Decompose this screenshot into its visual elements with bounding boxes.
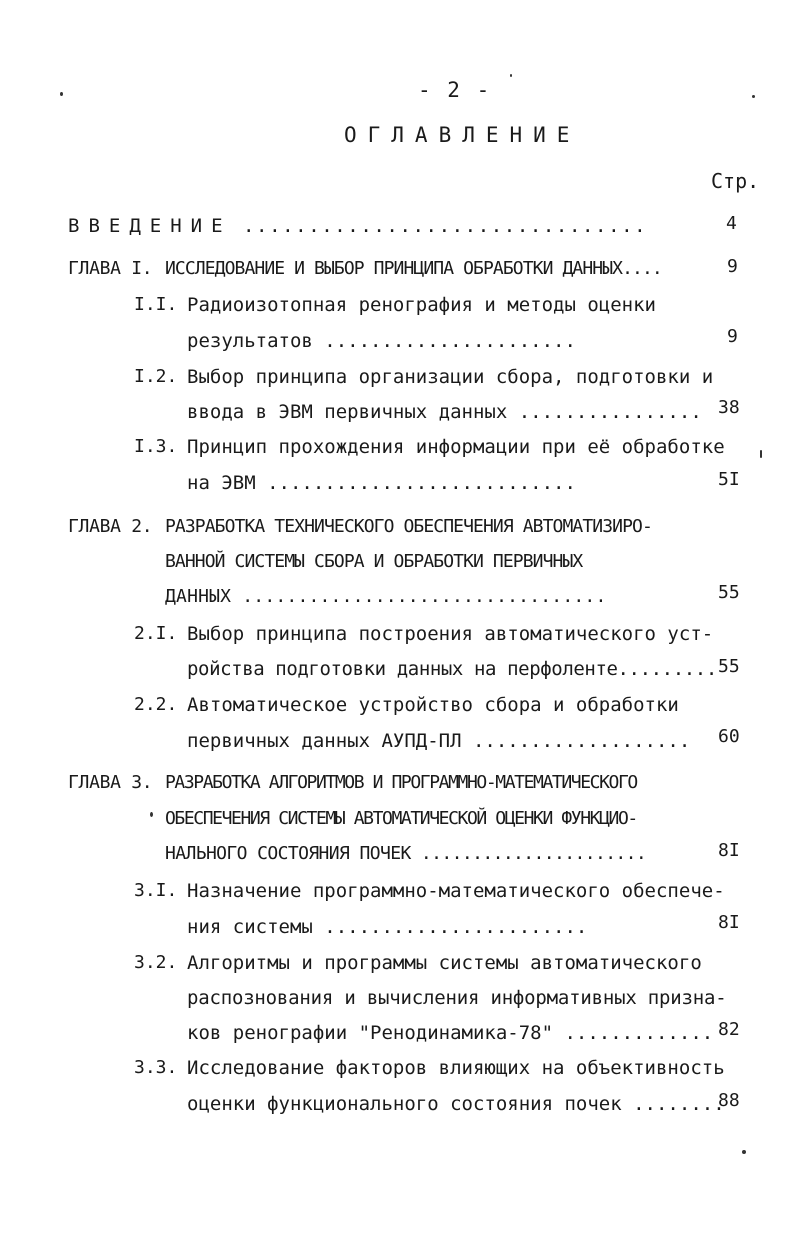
section-3-3-line-1: Исследование факторов влияющих на объективность <box>187 1057 725 1079</box>
scan-speck <box>760 450 762 458</box>
section-3-3-page: 88 <box>718 1090 740 1111</box>
chapter-3-line-2: ОБЕСПЕЧЕНИЯ СИСТЕМЫ АВТОМАТИЧЕСКОЙ ОЦЕНКИ ФУНКЦИО- <box>165 808 637 829</box>
scan-speck <box>742 1150 746 1154</box>
scan-speck <box>60 92 63 96</box>
section-1-3-line-2: на ЭВМ ........................... <box>187 472 576 494</box>
section-1-1-page: 9 <box>727 326 738 347</box>
section-3-2-number: 3.2. <box>134 952 178 973</box>
section-2-2-number: 2.2. <box>134 694 178 715</box>
section-2-1-page: 55 <box>718 656 740 677</box>
section-1-3-page: 5I <box>718 469 740 490</box>
section-1-1-line-2: результатов ...................... <box>187 330 576 352</box>
section-2-2-line-1: Автоматическое устройство сбора и обработки <box>187 694 679 716</box>
document-title: ОГЛАВЛЕНИЕ <box>344 123 581 147</box>
chapter-3-line-1: РАЗРАБОТКА АЛГОРИТМОВ И ПРОГРАММНО-МАТЕМАТИЧЕСКОГО <box>165 772 637 793</box>
section-1-2-line-1: Выбор принципа организации сбора, подготовки и <box>187 366 714 388</box>
scan-speck <box>510 74 512 77</box>
chapter-2-number: ГЛАВА 2. <box>68 516 153 537</box>
scan-speck <box>150 812 153 817</box>
section-2-2-page: 60 <box>718 726 740 747</box>
section-3-2-line-3: ков ренографии "Ренодинамика-78" ............. <box>187 1022 714 1044</box>
section-3-2-page: 82 <box>718 1019 740 1040</box>
section-1-1-line-1: Радиоизотопная ренография и методы оценки <box>187 294 656 316</box>
section-3-1-number: 3.I. <box>134 880 178 901</box>
section-1-2-line-2: ввода в ЭВМ первичных данных ................ <box>187 401 702 423</box>
section-1-3-number: I.3. <box>134 436 178 457</box>
section-2-1-number: 2.I. <box>134 623 178 644</box>
chapter-2-page: 55 <box>718 582 740 603</box>
toc-intro-label: ВВЕДЕНИЕ <box>68 215 232 237</box>
toc-intro-dots: ............................... <box>243 215 648 237</box>
section-2-1-line-1: Выбор принципа построения автоматического уст- <box>187 623 714 645</box>
chapter-2-line-3: ДАННЫХ ................................. <box>165 586 607 607</box>
section-2-2-line-2: первичных данных АУПД-ПЛ ................... <box>187 730 691 752</box>
section-1-1-number: I.I. <box>134 294 178 315</box>
section-3-1-page: 8I <box>718 912 740 933</box>
page-column-header: Стр. <box>711 169 760 193</box>
toc-intro-page: 4 <box>726 213 737 234</box>
chapter-3-number: ГЛАВА 3. <box>68 772 153 793</box>
chapter-3-line-3: НАЛЬНОГО СОСТОЯНИЯ ПОЧЕК ...................... <box>165 843 647 864</box>
section-1-2-page: 38 <box>718 397 740 418</box>
chapter-1-page: 9 <box>727 256 738 277</box>
page-number: - 2 - <box>418 78 492 102</box>
section-1-3-line-1: Принцип прохождения информации при её обработке <box>187 436 725 458</box>
chapter-2-line-2: ВАННОЙ СИСТЕМЫ СБОРА И ОБРАБОТКИ ПЕРВИЧНЫХ <box>165 551 583 572</box>
section-3-1-line-2: ния системы ....................... <box>187 916 588 938</box>
section-3-2-line-2: распознования и вычисления информативных призна- <box>187 987 727 1009</box>
section-1-2-number: I.2. <box>134 366 178 387</box>
section-3-3-number: 3.3. <box>134 1057 178 1078</box>
section-2-1-line-2: ройства подготовки данных на перфоленте......... <box>187 658 717 680</box>
chapter-2-line-1: РАЗРАБОТКА ТЕХНИЧЕСКОГО ОБЕСПЕЧЕНИЯ АВТОМАТИЗИРО- <box>165 516 652 537</box>
section-3-1-line-1: Назначение программно-математического обеспече- <box>187 880 725 902</box>
section-3-2-line-1: Алгоритмы и программы системы автоматического <box>187 952 702 974</box>
section-3-3-line-2: оценки функционального состояния почек ........ <box>187 1093 725 1115</box>
scan-speck <box>752 95 755 98</box>
chapter-1-number: ГЛАВА I. <box>68 258 153 279</box>
chapter-3-page: 8I <box>718 840 740 861</box>
chapter-1-title: ИССЛЕДОВАНИЕ И ВЫБОР ПРИНЦИПА ОБРАБОТКИ ДАННЫХ.... <box>165 258 662 279</box>
